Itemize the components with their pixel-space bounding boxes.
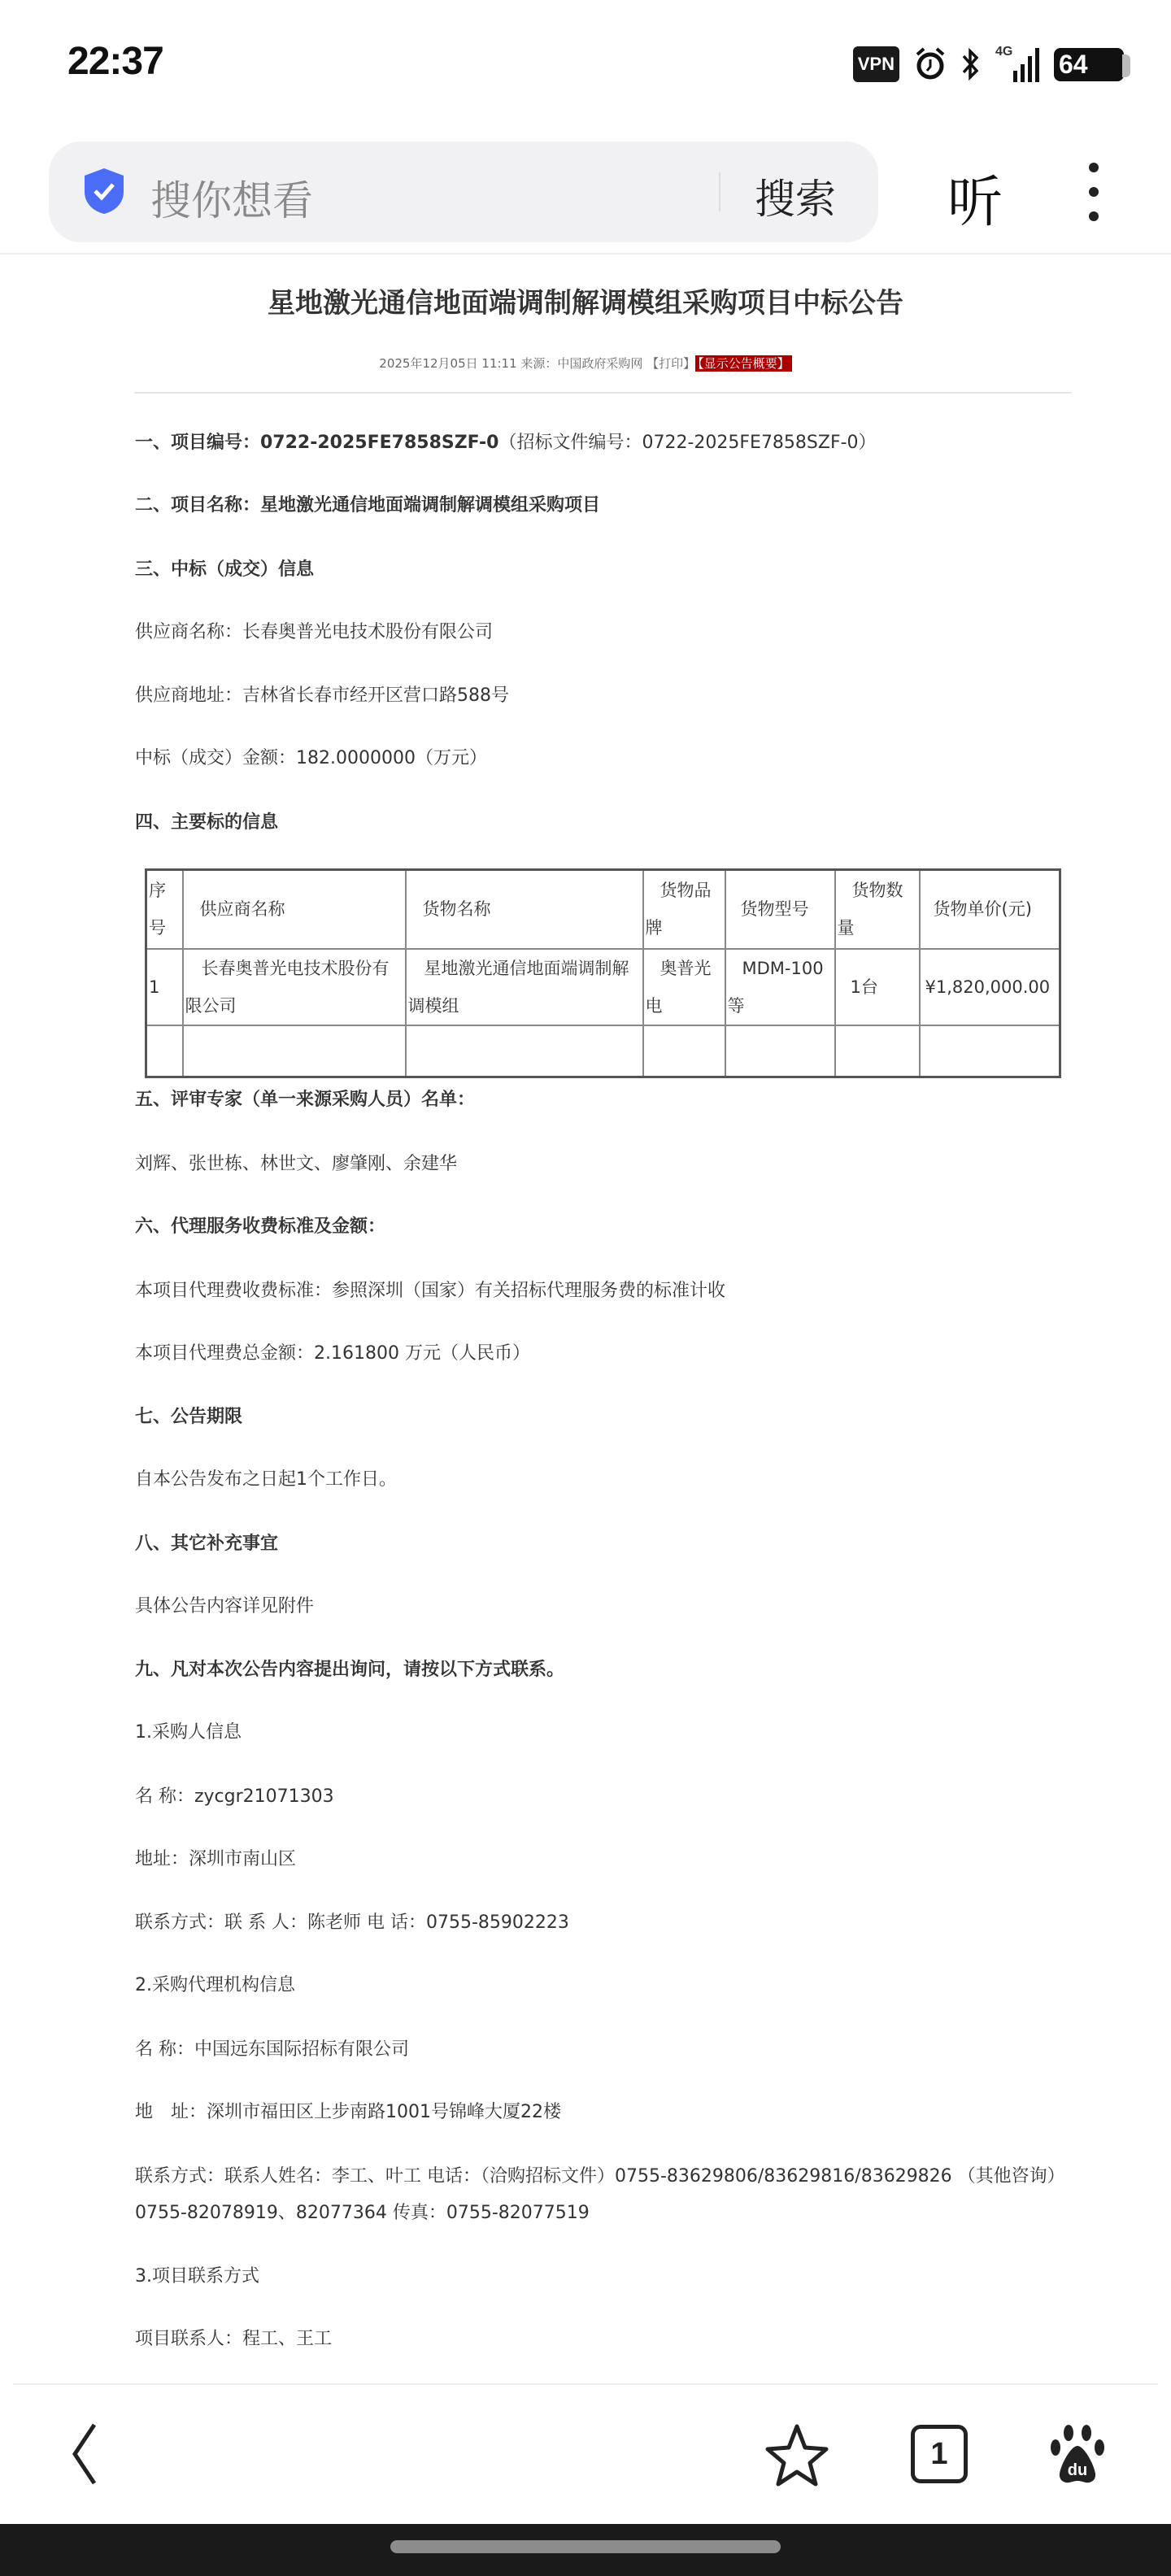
attachment-note: 具体公告内容详见附件 xyxy=(135,1596,315,1617)
back-icon[interactable] xyxy=(62,2422,102,2487)
buyer-info-heading: 1.采购人信息 xyxy=(135,1722,242,1743)
agency-address: 地 址：深圳市福田区上步南路1001号锦峰大厦22楼 xyxy=(135,2102,561,2122)
header-cell: 货物品牌 xyxy=(643,870,725,949)
title-divider xyxy=(134,392,1072,394)
shield-check-icon xyxy=(81,166,127,216)
table-row-empty xyxy=(146,1025,1060,1077)
cell-index: 1 xyxy=(146,949,183,1025)
header-cell: 序号 xyxy=(146,870,183,949)
award-amount: 中标（成交）金额：182.0000000（万元） xyxy=(135,748,487,768)
project-contact: 项目联系人：程工、王工 xyxy=(135,2329,333,2349)
section-project-number xyxy=(135,432,877,455)
status-time: 22:37 xyxy=(67,40,163,83)
bluetooth-icon xyxy=(961,46,981,82)
header-divider xyxy=(0,253,1171,255)
tabs-button[interactable]: 1 xyxy=(911,2425,968,2483)
header-cell: 货物单价(元) xyxy=(920,870,1060,949)
search-input[interactable]: 搜你想看 xyxy=(150,177,313,224)
svg-text:du: du xyxy=(1067,2461,1088,2479)
bottom-divider xyxy=(13,2383,1158,2385)
project-number: 一、项目编号：0722-2025FE7858SZF-0 xyxy=(135,433,499,453)
table-header-row xyxy=(146,870,1060,949)
signal-icon: 4G xyxy=(995,46,1039,82)
show-summary-button[interactable]: 【显示公告概要】 xyxy=(695,355,792,372)
header-cell: 供应商名称 xyxy=(183,870,406,949)
listen-button[interactable]: 听 xyxy=(947,171,1003,235)
cell-brand: 奥普光电 xyxy=(643,949,725,1025)
cell-model: MDM-100等 xyxy=(725,949,835,1025)
section-award-info: 三、中标（成交）信息 xyxy=(135,559,315,580)
star-icon[interactable] xyxy=(764,2422,829,2487)
battery-icon: 64 xyxy=(1054,48,1124,81)
home-gesture-handle[interactable] xyxy=(390,2540,781,2553)
agency-name: 名 称：中国远东国际招标有限公司 xyxy=(135,2039,409,2060)
search-button[interactable]: 搜索 xyxy=(755,176,836,223)
meta-print-link[interactable]: 2025年12月05日 11:11 来源：中国政府采购网 【打印】 xyxy=(379,356,696,371)
section-notice-period: 七、公告期限 xyxy=(135,1407,243,1427)
supplier-name: 供应商名称：长春奥普光电技术股份有限公司 xyxy=(135,622,494,642)
buyer-address: 地址：深圳市南山区 xyxy=(135,1849,297,1869)
cell-quantity: 1台 xyxy=(835,949,920,1025)
section-experts: 五、评审专家（单一来源采购人员）名单： xyxy=(135,1090,476,1110)
fee-standard: 本项目代理费收费标准：参照深圳（国家）有关招标代理服务费的标准计收 xyxy=(135,1281,726,1301)
alarm-icon xyxy=(914,46,947,82)
search-divider xyxy=(719,172,720,211)
section-agency-fee: 六、代理服务收费标准及金额： xyxy=(135,1216,386,1237)
status-icons xyxy=(853,45,1124,84)
cell-unit-price: ¥1,820,000.00 xyxy=(920,949,1060,1025)
more-menu-icon[interactable] xyxy=(1086,163,1102,221)
vpn-icon: VPN xyxy=(853,46,899,82)
table-row xyxy=(146,949,1060,1025)
header-cell: 货物数量 xyxy=(835,870,920,949)
project-contact-heading: 3.项目联系方式 xyxy=(135,2266,259,2287)
baidu-icon[interactable] xyxy=(1049,2423,1106,2485)
agency-contact: 联系方式：联系人姓名：李工、叶工 电话：（洽购招标文件）0755-83629806/83629816/83629826 （其他咨询）0755-82078919、82077364 传真：0755-82077519 xyxy=(135,2166,1056,2223)
supplier-address: 供应商地址：吉林省长春市经开区营口路588号 xyxy=(135,685,509,706)
cell-supplier: 长春奥普光电技术股份有限公司 xyxy=(183,949,406,1025)
section-main-items: 四、主要标的信息 xyxy=(135,812,279,833)
items-table xyxy=(145,868,1061,1078)
section-contact: 九、凡对本次公告内容提出询问，请按以下方式联系。 xyxy=(135,1660,565,1680)
fee-amount: 本项目代理费总金额：2.161800 万元（人民币） xyxy=(135,1343,530,1364)
page-title: 星地激光通信地面端调制解调模组采购项目中标公告 xyxy=(268,287,903,320)
notice-period: 自本公告发布之日起1个工作日。 xyxy=(135,1469,397,1490)
header-cell: 货物名称 xyxy=(406,870,643,949)
section-supplementary: 八、其它补充事宜 xyxy=(135,1534,279,1554)
experts-list: 刘辉、张世栋、林世文、廖肇刚、余建华 xyxy=(135,1154,458,1174)
article-meta xyxy=(0,355,1171,372)
section-project-name: 二、项目名称：星地激光通信地面端调制解调模组采购项目 xyxy=(135,495,601,516)
header-cell: 货物型号 xyxy=(725,870,835,949)
cell-goods-name: 星地激光通信地面端调制解调模组 xyxy=(406,949,643,1025)
agency-info-heading: 2.采购代理机构信息 xyxy=(135,1975,295,1995)
tender-doc-number: （招标文件编号：0722-2025FE7858SZF-0） xyxy=(498,433,877,453)
buyer-name: 名 称：zycgr21071303 xyxy=(135,1786,334,1807)
buyer-contact: 联系方式：联 系 人：陈老师 电 话：0755-85902223 xyxy=(135,1912,569,1933)
